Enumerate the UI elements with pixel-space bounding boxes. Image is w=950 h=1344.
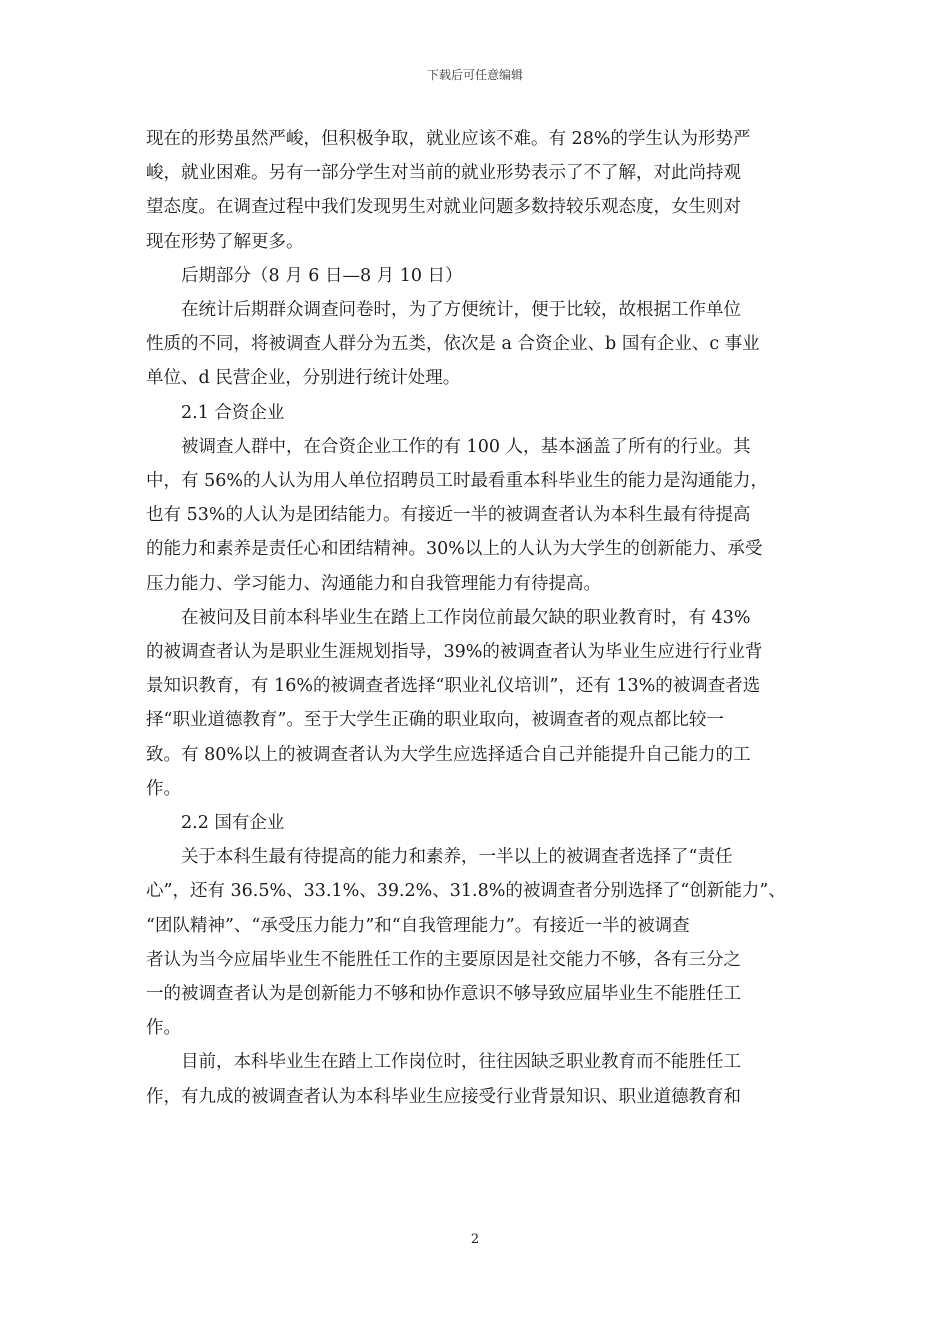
paragraph-0: 现在的形势虽然严峻，但积极争取，就业应该不难。有 28%的学生认为形势严 峻，就业困难。另有一部分学生对当前的就业形势表示了不了解，对此尚持观 望态度。在调查过程中我们发现男生对就业问题多数持较乐观态度，女生则对 现在形势了解更多。 bbox=[146, 129, 751, 252]
section-heading-later-phase: 后期部分（8 月 6 日—8 月 10 日） bbox=[181, 265, 463, 286]
page-header: 下载后可任意编辑 bbox=[426, 68, 523, 82]
page-number: 2 bbox=[470, 1232, 480, 1247]
section-heading-state-owned: 2.2 国有企业 bbox=[181, 813, 285, 834]
paragraph-4: 被调查人群中，在合资企业工作的有 100 人，基本涵盖了所有的行业。其 中，有 56%的人认为用人单位招聘员工时最看重本科毕业生的能力是沟通能力， 也有 53%的人认为是团结能力。有接近一半的被调查者认为本科生最有待提高 的能力和素养是责任心和团结精神。30%以上的人认为大学生的创新能力、承受 压力能力、学习能力、沟通能力和自我管理能力有待提高。 bbox=[146, 436, 768, 594]
section-heading-joint-venture: 2.1 合资企业 bbox=[181, 402, 285, 423]
paragraph-8: 目前，本科毕业生在踏上工作岗位时，往往因缺乏职业教育而不能胜任工 作，有九成的被调查者认为本科毕业生应接受行业背景知识、职业道德教育和 bbox=[146, 1052, 741, 1107]
paragraph-7: 关于本科生最有待提高的能力和素养，一半以上的被调查者选择了“责任 心”，还有 36.5%、33.1%、39.2%、31.8%的被调查者分别选择了“创新能力”、 “团队精神”、“承受压力能力”和“自我管理能力”。有接近一半的被调查 者认为当今应届毕业生不能胜任工作的主要原因是社交能力不够，各有三分之 一的被调查者认为是创新能力不够和协作意识不够导致应届毕业生不能胜任工 作。 bbox=[146, 847, 786, 1039]
document-body bbox=[146, 122, 810, 1114]
paragraph-5: 在被问及目前本科毕业生在踏上工作岗位前最欠缺的职业教育时，有 43% 的被调查者认为是职业生涯规划指导，39%的被调查者认为毕业生应进行行业背 景知识教育，有 16%的被调查者选择“职业礼仪培训”，还有 13%的被调查者选 择“职业道德教育”。至于大学生正确的职业取向，被调查者的观点都比较一 致。有 80%以上的被调查者认为大学生应选择适合自己并能提升自己能力的工 作。 bbox=[146, 607, 763, 799]
paragraph-2: 在统计后期群众调查问卷时，为了方便统计，便于比较，故根据工作单位 性质的不同，将被调查人群分为五类，依次是 a 合资企业、b 国有企业、c 事业 单位、d 民营企业，分别进行统计处理。 bbox=[146, 300, 760, 389]
